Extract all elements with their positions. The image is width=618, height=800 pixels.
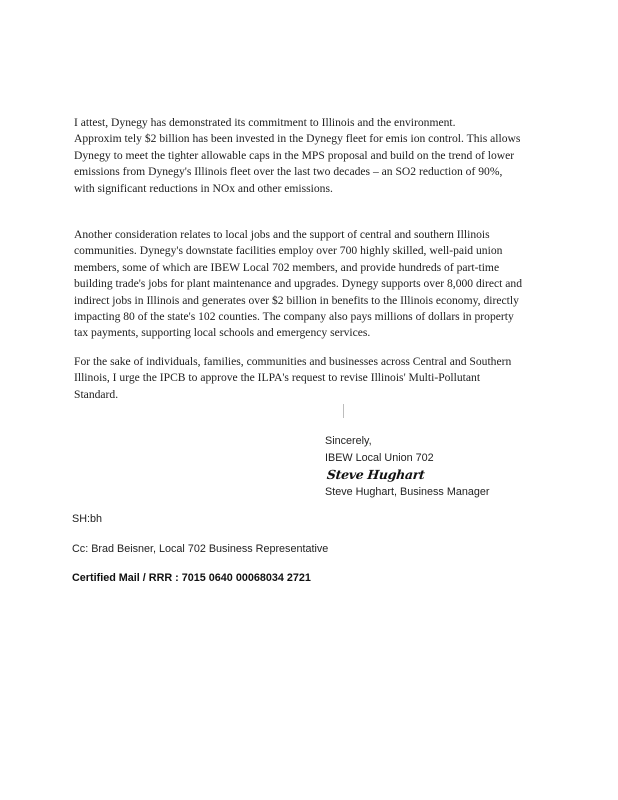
paragraph-line: Standard.: [74, 387, 119, 401]
paragraph-line: impacting 80 of the state's 102 counties. The company also pays millions of dollars in property: [74, 310, 514, 324]
paragraph-line: members, some of which are IBEW Local 702 members, and provide hundreds of part-time: [74, 260, 500, 274]
paragraph-line: Approxim tely $2 billion has been invested in the Dynegy fleet for emis ion control. This allows: [74, 132, 521, 146]
closing-block: [325, 433, 489, 501]
paragraph-request: [74, 354, 554, 403]
paragraph-line: Dynegy to meet the tighter allowable caps in the MPS proposal and build on the trend of lower: [74, 148, 515, 162]
paragraph-line: Illinois, I urge the IPCB to approve the ILPA's request to revise Illinois' Multi-Pollutant: [74, 371, 481, 385]
paragraph-line: with significant reductions in NOx and other emissions.: [74, 181, 333, 195]
signer-name-title: Steve Hughart, Business Manager: [325, 486, 490, 498]
paragraph-line: I attest, Dynegy has demonstrated its commitment to Illinois and the environment.: [74, 116, 456, 129]
organization-name: IBEW Local Union 702: [325, 452, 434, 464]
paragraph-dynegy-commitment: [74, 115, 554, 197]
paragraph-line: emissions from Dynegy's Illinois fleet over the last two decades – an SO2 reduction of 90%,: [74, 165, 503, 179]
handwritten-signature: Steve Hughart: [326, 467, 426, 482]
salutation: Sincerely,: [325, 435, 372, 447]
scan-mark: [343, 404, 344, 418]
paragraph-line: Another consideration relates to local jobs and the support of central and southern Illinois: [74, 228, 490, 241]
cc-line: Cc: Brad Beisner, Local 702 Business Representative: [72, 543, 329, 555]
paragraph-line: communities. Dynegy's downstate facilities employ over 700 highly skilled, well-paid union: [74, 244, 503, 258]
paragraph-line: tax payments, supporting local schools and emergency services.: [74, 326, 371, 340]
paragraph-line: building trade's jobs for plant maintenance and upgrades. Dynegy supports over 8,000 direct and: [74, 277, 523, 291]
paragraph-line: indirect jobs in Illinois and generates over $2 billion in benefits to the Illinois economy, directly: [74, 293, 519, 307]
paragraph-line: For the sake of individuals, families, communities and businesses across Central and Southern: [74, 355, 512, 368]
paragraph-local-jobs: [74, 227, 554, 342]
typist-initials: SH:bh: [72, 513, 103, 525]
certified-mail-line: Certified Mail / RRR : 7015 0640 00068034 2721: [72, 572, 311, 584]
